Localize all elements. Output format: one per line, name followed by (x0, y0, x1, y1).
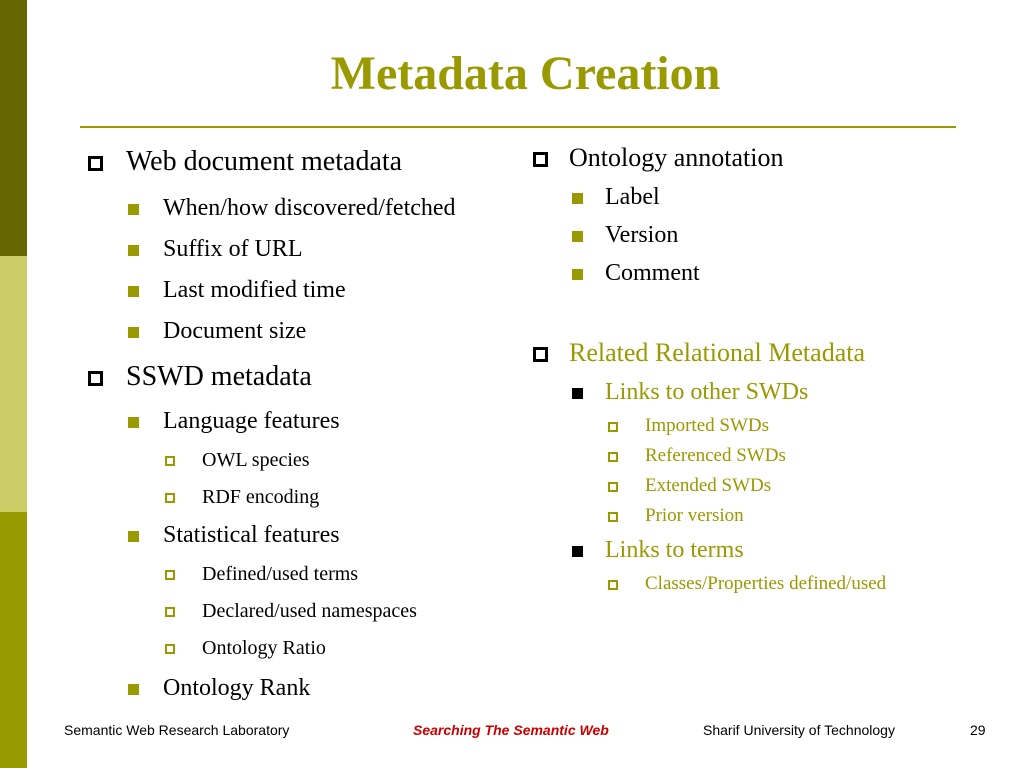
hollow-square-bullet-icon (608, 580, 618, 590)
footer-lab-name: Semantic Web Research Laboratory (64, 722, 290, 738)
square-bullet-icon (572, 231, 583, 242)
item-label: Referenced SWDs (645, 445, 786, 466)
item-label: Ontology annotation (569, 143, 784, 172)
item-label: Ontology Ratio (202, 637, 326, 659)
square-bullet-icon (128, 327, 139, 338)
square-bullet-icon (572, 388, 583, 399)
square-bullet-icon (572, 193, 583, 204)
square-bullet-icon (128, 245, 139, 256)
square-bullet-icon (128, 204, 139, 215)
hollow-square-bullet-icon (88, 156, 103, 171)
square-bullet-icon (128, 286, 139, 297)
hollow-square-bullet-icon (165, 644, 175, 654)
side-bar-bottom (0, 512, 27, 768)
item-label: Prior version (645, 505, 744, 526)
item-label: Version (605, 222, 679, 248)
item-label: Ontology Rank (163, 675, 311, 701)
item-label: Statistical features (163, 522, 340, 548)
item-label: Imported SWDs (645, 415, 770, 436)
item-label: Web document metadata (126, 146, 403, 177)
square-bullet-icon (572, 546, 583, 557)
hollow-square-bullet-icon (533, 152, 548, 167)
hollow-square-bullet-icon (608, 512, 618, 522)
hollow-square-bullet-icon (88, 371, 103, 386)
item-label: Classes/Properties defined/used (645, 573, 887, 594)
square-bullet-icon (128, 417, 139, 428)
item-label: Comment (605, 260, 700, 286)
title-divider (80, 126, 956, 128)
hollow-square-bullet-icon (608, 422, 618, 432)
hollow-square-bullet-icon (165, 493, 175, 503)
item-label: Declared/used namespaces (202, 600, 417, 622)
hollow-square-bullet-icon (608, 452, 618, 462)
item-label: When/how discovered/fetched (163, 195, 456, 221)
item-label: Links to other SWDs (605, 379, 809, 405)
item-label: Label (605, 184, 660, 210)
hollow-square-bullet-icon (165, 607, 175, 617)
item-label: SSWD metadata (126, 361, 312, 392)
item-label: Suffix of URL (163, 236, 303, 262)
item-label: Related Relational Metadata (569, 338, 865, 367)
footer-university: Sharif University of Technology (703, 722, 895, 738)
item-label: Language features (163, 408, 340, 434)
square-bullet-icon (572, 269, 583, 280)
side-bar-top (0, 0, 27, 256)
item-label: Defined/used terms (202, 563, 359, 585)
slide-title: Metadata Creation (330, 47, 721, 100)
footer-presentation-title: Searching The Semantic Web (413, 722, 609, 738)
hollow-square-bullet-icon (165, 456, 175, 466)
item-label: Document size (163, 318, 307, 344)
item-label: Links to terms (605, 537, 744, 563)
square-bullet-icon (128, 684, 139, 695)
square-bullet-icon (128, 531, 139, 542)
hollow-square-bullet-icon (608, 482, 618, 492)
hollow-square-bullet-icon (165, 570, 175, 580)
hollow-square-bullet-icon (533, 347, 548, 362)
item-label: OWL species (202, 449, 310, 471)
item-label: RDF encoding (202, 486, 320, 508)
side-bar-middle (0, 256, 27, 512)
item-label: Extended SWDs (645, 475, 772, 496)
page-number: 29 (970, 722, 986, 738)
item-label: Last modified time (163, 277, 346, 303)
